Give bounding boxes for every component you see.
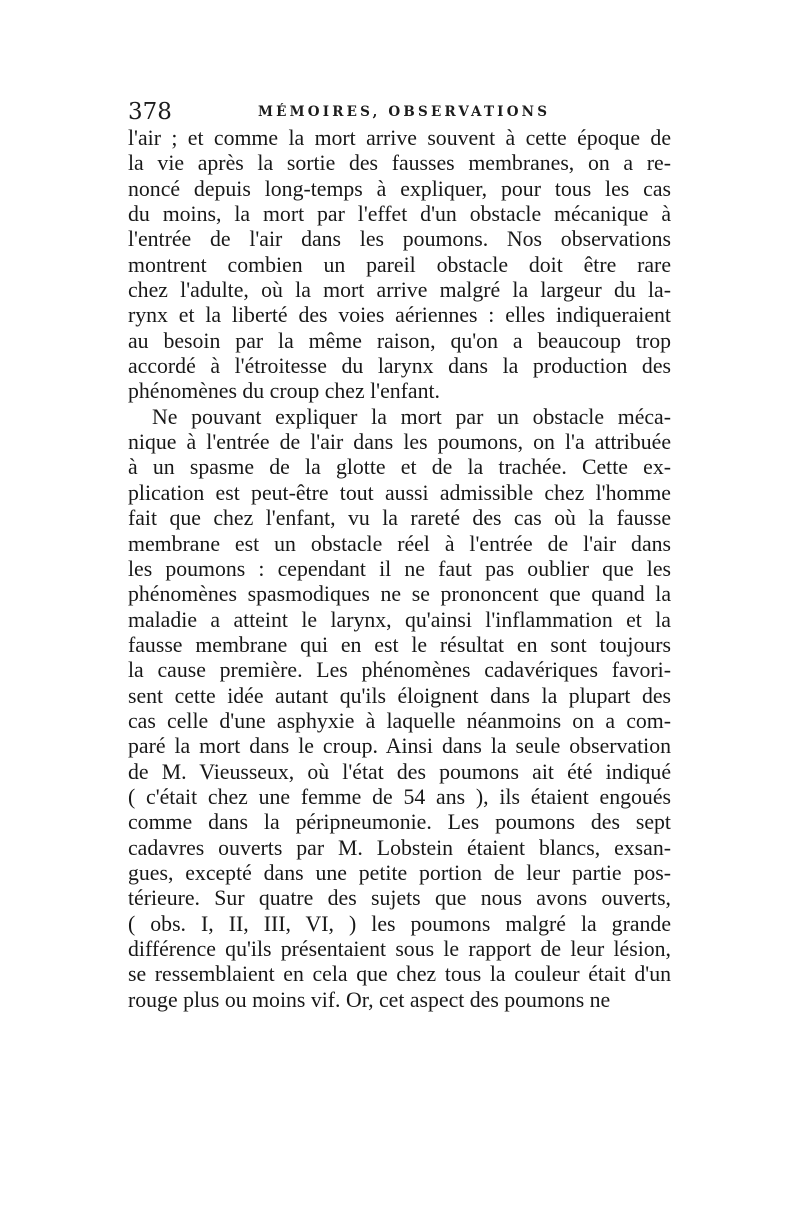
text-line: cadavres ouverts par M. Lobstein étaient blancs, exsan- [128,835,671,860]
text-line: comme dans la péripneumonie. Les poumons des sept [128,810,671,835]
text-line: l'air ; et comme la mort arrive souvent à cette époque de [128,126,671,150]
text-line: montrent combien un pareil obstacle doit être rare [128,252,671,277]
text-line: fausse membrane qui en est le résultat en sont toujours [128,632,671,657]
text-line: les poumons : cependant il ne faut pas oublier que les [128,556,671,581]
text-line: différence qu'ils présentaient sous le rapport de leur lésion, [128,937,671,961]
text-line: à un spasme de la glotte et de la trachée. Cette ex- [128,455,671,480]
text-line: rouge plus ou moins vif. Or, cet aspect des poumons ne [128,987,611,1012]
text-line: nique à l'entrée de l'air dans les poumons, on l'a attribuée [128,430,671,455]
body-text [128,126,671,1013]
text-line: phénomènes spasmodiques ne se prononcent que quand la [128,582,671,607]
running-head [128,99,678,125]
text-line: chez l'adulte, où la mort arrive malgré la largeur du la- [128,278,671,303]
text-line: Ne pouvant expliquer la mort par un obstacle méca- [152,404,671,429]
text-line: de M. Vieusseux, où l'état des poumons ait été indiqué [128,759,671,784]
text-line: ( obs. I, II, III, VI, ) les poumons malgré la grande [128,911,671,936]
text-line: fait que chez l'enfant, vu la rareté des cas où la fausse [128,506,671,531]
text-line: au besoin par la même raison, qu'on a beaucoup trop [128,328,671,353]
text-line: gues, excepté dans une petite portion de leur partie pos- [128,860,671,885]
text-line: accordé à l'étroitesse du larynx dans la production des [128,354,671,379]
paragraph-1 [128,126,671,405]
text-line: la cause première. Les phénomènes cadavériques favori- [128,658,671,683]
text-line: ( c'était chez une femme de 54 ans ), ils étaient engoués [128,784,671,809]
text-line: plication est peut-être tout aussi admissible chez l'homme [128,480,671,505]
text-line: noncé depuis long-temps à expliquer, pour tous les cas [128,176,671,201]
text-line: térieure. Sur quatre des sujets que nous avons ouverts, [128,886,671,911]
text-line: se ressemblaient en cela que chez tous la couleur était d'un [128,962,671,987]
paragraph-2 [128,405,671,1013]
text-line: phénomènes du croup chez l'enfant. [128,379,440,404]
text-line: rynx et la liberté des voies aériennes : elles indiqueraient [128,303,671,328]
page-number: 378 [128,99,172,125]
text-line: du moins, la mort par l'effet d'un obstacle mécanique à [128,202,671,227]
text-line: l'entrée de l'air dans les poumons. Nos observations [128,227,671,252]
text-line: sent cette idée autant qu'ils éloignent dans la plupart des [128,683,671,708]
text-line: cas celle d'une asphyxie à laquelle néanmoins on a com- [128,708,671,733]
text-line: paré la mort dans le croup. Ainsi dans la seule observation [128,734,671,759]
text-line: maladie a atteint le larynx, qu'ainsi l'inflammation et la [128,607,671,632]
text-line: membrane est un obstacle réel à l'entrée de l'air dans [128,531,671,556]
text-line: la vie après la sortie des fausses membranes, on a re- [128,151,671,176]
running-title: MÉMOIRES, OBSERVATIONS [258,104,551,120]
